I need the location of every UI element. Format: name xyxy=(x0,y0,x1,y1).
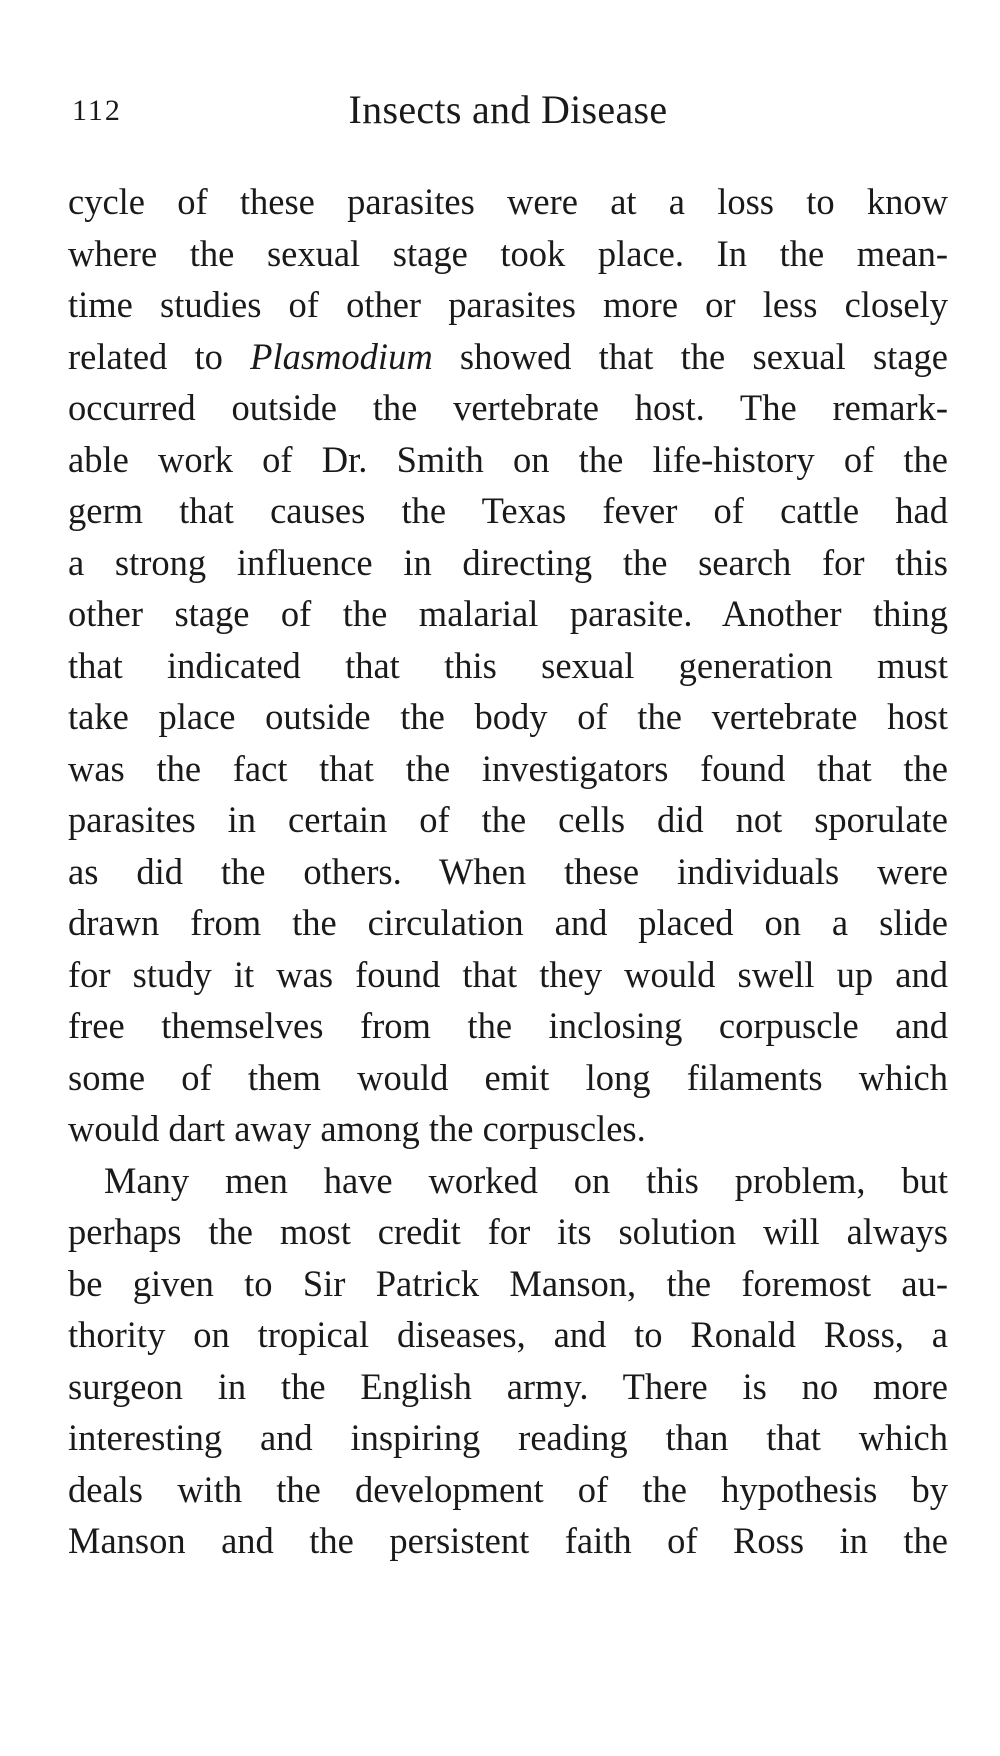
text-line: able work of Dr. Smith on the life-history of the xyxy=(68,438,948,480)
text-line: a strong influence in directing the search for this xyxy=(68,541,948,583)
text-line: thority on tropical diseases, and to Ronald Ross, a xyxy=(68,1314,948,1355)
text-line: take place outside the body of the vertebrate host xyxy=(68,696,948,737)
text-line: for study it was found that they would swell up and xyxy=(68,953,948,995)
page-number: 112 xyxy=(72,94,122,127)
text-line: perhaps the most credit for its solution will always xyxy=(68,1211,948,1252)
text-segment: related to xyxy=(68,335,251,377)
text-line xyxy=(68,331,948,383)
text-line: surgeon in the English army. There is no more xyxy=(68,1365,948,1407)
text-line: free themselves from the inclosing corpuscle and xyxy=(68,1005,948,1046)
text-line: be given to Sir Patrick Manson, the foremost au- xyxy=(68,1262,948,1304)
text-line: interesting and inspiring reading than that which xyxy=(68,1417,948,1458)
text-line: Manson and the persistent faith of Ross in the xyxy=(68,1520,948,1561)
text-line: where the sexual stage took place. In the mean- xyxy=(68,232,948,274)
text-line: deals with the development of the hypothesis by xyxy=(68,1468,948,1510)
italic-term: Plasmodium xyxy=(250,335,433,377)
running-head xyxy=(68,86,948,136)
text-line: parasites in certain of the cells did not sporulate xyxy=(68,799,948,840)
text-line: would dart away among the corpuscles. xyxy=(68,1108,646,1149)
text-line: occurred outside the vertebrate host. The remark- xyxy=(68,387,948,428)
running-title: Insects and Disease xyxy=(348,87,668,132)
text-line: was the fact that the investigators found that the xyxy=(68,747,948,789)
text-line: that indicated that this sexual generation must xyxy=(68,644,948,686)
body-text xyxy=(68,176,948,1567)
text-line: cycle of these parasites were at a loss to know xyxy=(68,181,948,222)
text-segment: showed that the sexual stage xyxy=(432,335,948,377)
text-line: as did the others. When these individuals were xyxy=(68,850,948,892)
text-line: other stage of the malarial parasite. Another thing xyxy=(68,593,948,634)
text-line: some of them would emit long filaments which xyxy=(68,1056,948,1098)
text-line: time studies of other parasites more or less closely xyxy=(68,284,948,325)
paragraph-2 xyxy=(68,1155,948,1567)
paragraph-1 xyxy=(68,176,948,1155)
text-line: drawn from the circulation and placed on a slide xyxy=(68,902,948,943)
text-line: Many men have worked on this problem, but xyxy=(104,1159,948,1201)
text-line: germ that causes the Texas fever of cattle had xyxy=(68,490,948,531)
